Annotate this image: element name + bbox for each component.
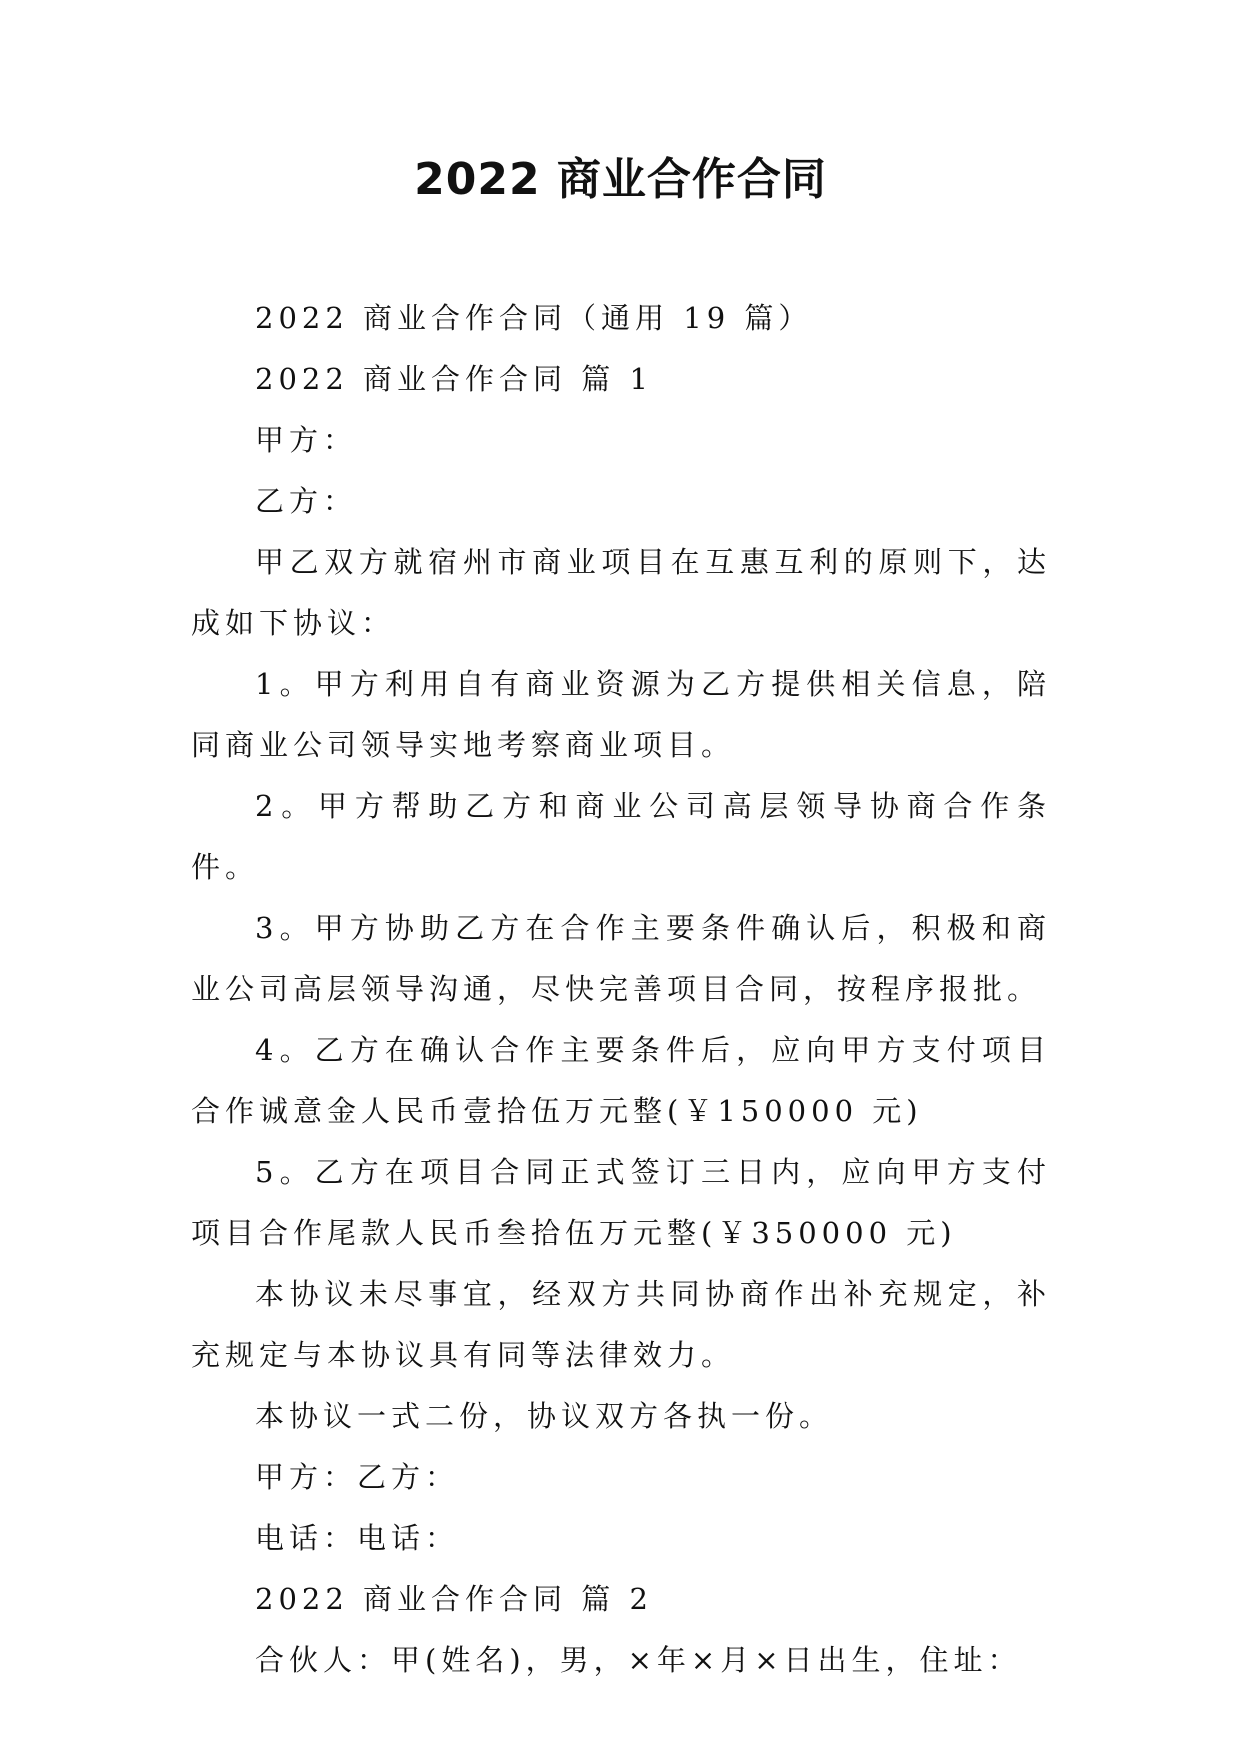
party-a-line: 甲方： [255,423,358,457]
clause-2: 2。甲方帮助乙方和商业公司高层领导协商合作条件。 [191,789,1051,884]
clause-3: 3。甲方协助乙方在合作主要条件确认后，积极和商业公司高层领导沟通，尽快完善项目合同，按程序报批。 [191,911,1051,1006]
clause-4: 4。乙方在确认合作主要条件后，应向甲方支付项目合作诚意金人民币壹拾伍万元整(￥150000 元) [191,1033,1051,1128]
document-title: 2022 商业合作合同 [414,154,827,205]
clause-5: 5。乙方在项目合同正式签订三日内，应向甲方支付项目合作尾款人民币叁拾伍万元整(￥350000 元) [191,1155,1051,1250]
agreement-intro-paragraph: 甲乙双方就宿州市商业项目在互惠互利的原则下，达成如下协议： [191,545,1051,640]
signature-line: 甲方：乙方： [255,1460,460,1494]
supplement-paragraph: 本协议未尽事宜，经双方共同协商作出补充规定，补充规定与本协议具有同等法律效力。 [191,1277,1051,1372]
section-heading-1: 2022 商业合作合同 篇 1 [255,362,653,396]
clause-1: 1。甲方利用自有商业资源为乙方提供相关信息，陪同商业公司领导实地考察商业项目。 [191,667,1051,762]
phone-line: 电话：电话： [255,1521,460,1555]
party-b-line: 乙方： [255,484,358,518]
partner-paragraph: 合伙人：甲(姓名)，男，×年×月×日出生，住址： [255,1643,1022,1677]
section-heading-2: 2022 商业合作合同 篇 2 [255,1582,653,1616]
subtitle-paragraph: 2022 商业合作合同（通用 19 篇） [255,301,813,335]
copies-paragraph: 本协议一式二份，协议双方各执一份。 [255,1399,834,1433]
document-body [191,288,1051,1691]
